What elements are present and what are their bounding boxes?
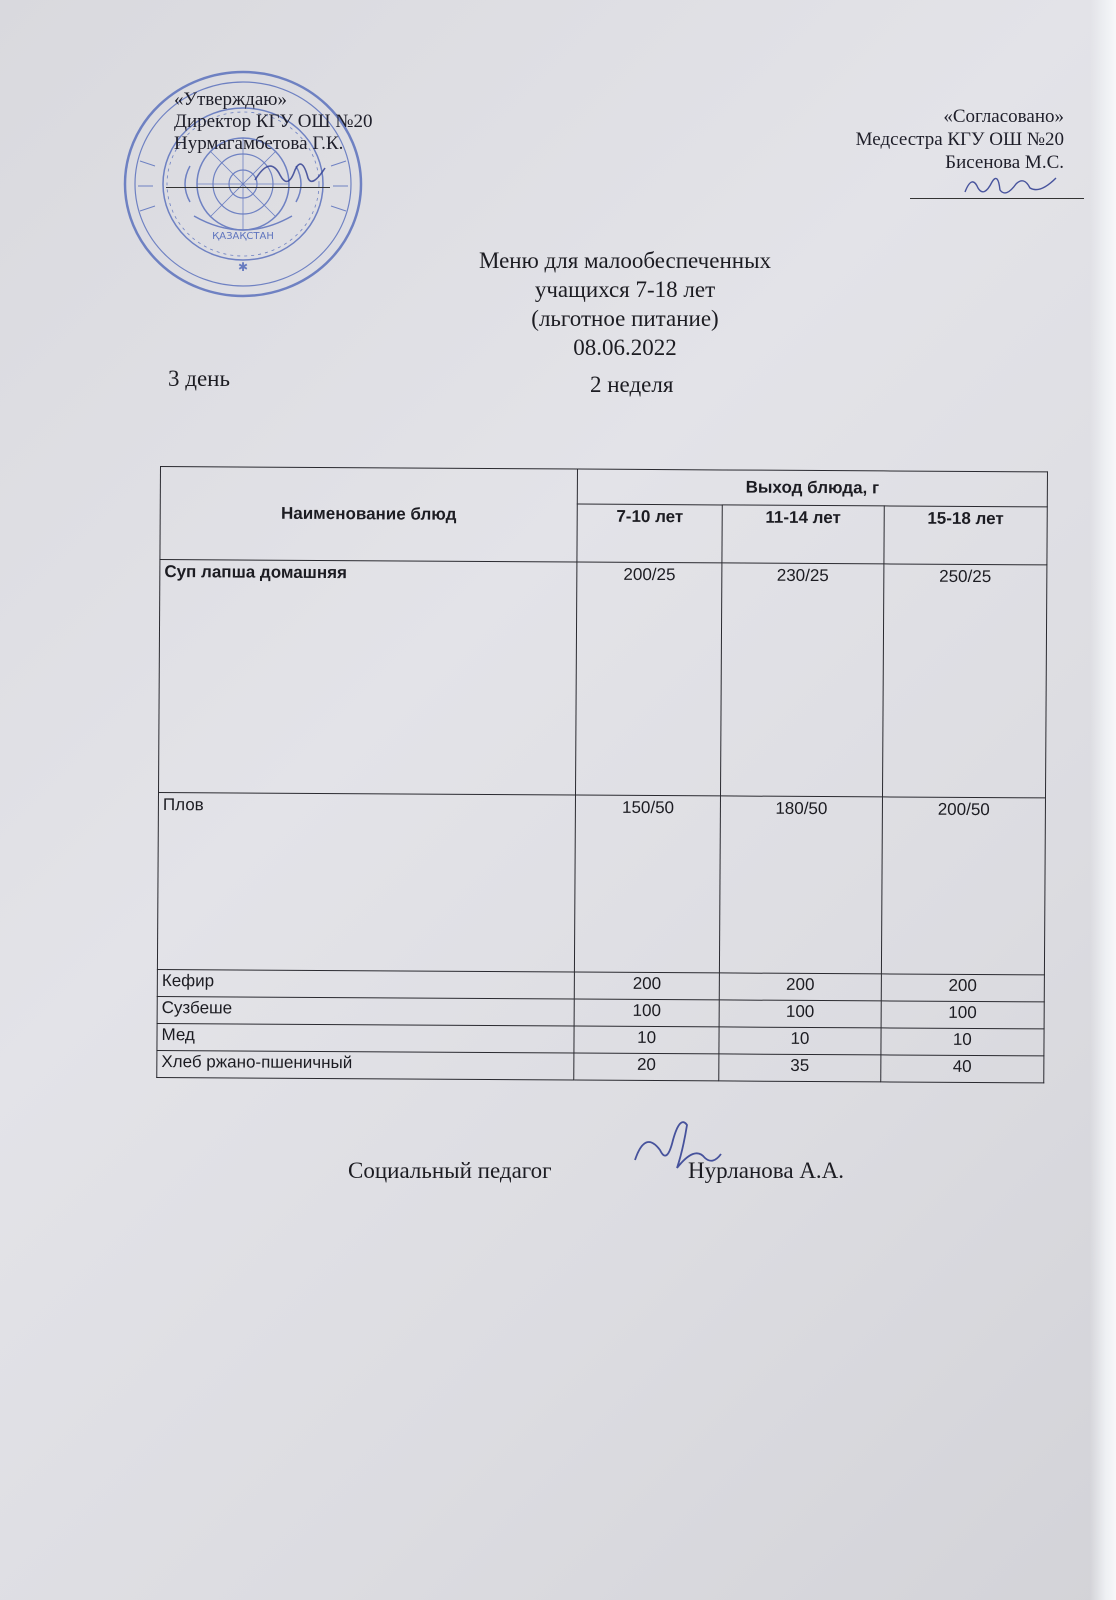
agree-heading: «Согласовано» (943, 106, 1064, 127)
title-date: 08.06.2022 (573, 335, 677, 360)
portion-11-14: 35 (719, 1054, 881, 1082)
title-line-3: (льготное питание) (531, 306, 719, 331)
footer-role: Социальный педагог (348, 1158, 552, 1183)
header-dish-name: Наименование блюд (160, 467, 578, 563)
dish-name: Суп лапша домашняя (159, 560, 577, 796)
approve-heading: «Утверждаю» (174, 89, 287, 110)
portion-7-10: 150/50 (574, 795, 720, 973)
portion-11-14: 180/50 (720, 796, 883, 974)
approve-signature-line (166, 187, 330, 188)
menu-table (156, 466, 1048, 1083)
portion-7-10: 200 (574, 972, 719, 1000)
approve-position: Директор КГУ ОШ №20 (174, 111, 373, 132)
portion-7-10: 10 (574, 1026, 719, 1054)
portion-15-18: 100 (881, 1001, 1044, 1029)
week-label: 2 неделя (590, 372, 674, 397)
day-label: 3 день (168, 366, 230, 391)
title-line-2: учащихся 7-18 лет (534, 277, 716, 302)
nurse-signature (960, 168, 1060, 202)
portion-7-10: 20 (574, 1053, 719, 1081)
table-row (159, 560, 1047, 798)
dish-name: Кефир (157, 969, 574, 999)
portion-11-14: 10 (719, 1027, 881, 1055)
table-row (157, 1050, 1044, 1082)
header-age-7-10: 7-10 лет (577, 504, 723, 563)
dish-name: Хлеб ржано-пшеничный (157, 1050, 574, 1080)
portion-7-10: 200/25 (575, 562, 722, 796)
seal-star-icon: ✱ (238, 260, 249, 274)
agree-person: Бисенова М.С. (945, 152, 1064, 173)
paper-edge (1090, 0, 1116, 1600)
portion-15-18: 10 (881, 1028, 1044, 1056)
agree-position: Медсестра КГУ ОШ №20 (855, 129, 1064, 150)
header-portion-output: Выход блюда, г (577, 469, 1047, 507)
portion-11-14: 200 (719, 973, 881, 1001)
portion-15-18: 200/50 (881, 797, 1045, 975)
portion-15-18: 200 (881, 974, 1044, 1002)
portion-7-10: 100 (574, 999, 719, 1027)
portion-11-14: 230/25 (721, 563, 884, 797)
agree-signature-line (910, 198, 1084, 199)
seal-inner-text: ҚАЗАҚСТАН (212, 231, 274, 242)
table-row (157, 792, 1045, 974)
table-header-row (160, 467, 1047, 507)
dish-name: Сузбеше (157, 996, 574, 1026)
director-signature (250, 150, 330, 200)
header-age-11-14: 11-14 лет (722, 505, 884, 564)
document-title (380, 246, 870, 362)
portion-15-18: 40 (880, 1055, 1043, 1083)
dish-name: Мед (157, 1023, 574, 1053)
approval-block (174, 89, 372, 155)
portion-11-14: 100 (719, 1000, 881, 1028)
header-age-15-18: 15-18 лет (884, 506, 1048, 565)
agreement-block (856, 105, 1064, 174)
footer-name: Нурланова А.А. (688, 1158, 845, 1183)
approve-person: Нурмагамбетова Г.К. (174, 133, 344, 154)
title-line-1: Меню для малообеспеченных (478, 248, 772, 273)
portion-15-18: 250/25 (882, 564, 1047, 798)
dish-name: Плов (157, 792, 575, 972)
